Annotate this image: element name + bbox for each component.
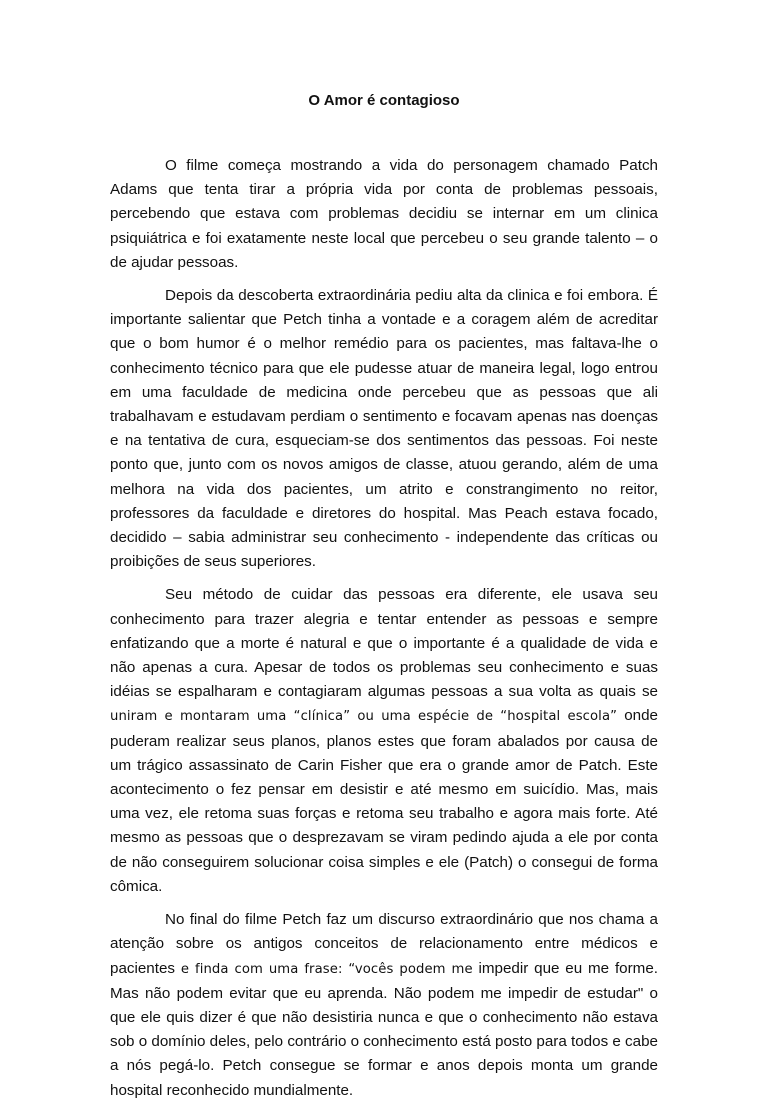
paragraph-3-text-end: onde puderam realizar seus planos, planos estes que foram abalados por causa de um trágico assassinato de Carin Fisher que era o grande amor de Patch. Este acontecimento o fez pensar em desistir e até mesmo em suicídio. Mas, mais uma vez, ele retoma suas forças e retoma seu trabalho e agora mais forte. Até mesmo as pessoas que o desprezavam se viram pedindo ajuda a ele por conta de não conseguirem solucionar coisa simples e ele (Patch) o consegui de forma cômica.	[110, 707, 658, 895]
paragraph-1	[110, 154, 658, 275]
paragraph-4-alt-font-segment: e finda com uma frase: “vocês podem me	[180, 961, 473, 977]
paragraph-2	[110, 284, 658, 574]
paragraph-4	[110, 908, 658, 1103]
paragraph-2-text: Depois da descoberta extraordinária pediu alta da clinica e foi embora. É importante salientar que Petch tinha a vontade e a coragem além de acreditar que o bom humor é o melhor remédio para os pacientes, mas faltava-lhe o conhecimento técnico para que ele pudesse atuar de maneira legal, logo entrou em uma faculdade de medicina onde percebeu que as pessoas que ali trabalhavam e estudavam perdiam o sentimento e focavam apenas nas doenças e na tentativa de cura, esqueciam-se dos sentimentos das pessoas. Foi neste ponto que, junto com os novos amigos de classe, atuou gerando, além de uma melhora na vida dos pacientes, um atrito e constrangimento no reitor, professores da faculdade e diretores do hospital. Mas Peach estava focado, decidido – sabia administrar seu conhecimento - independente das críticas ou proibições de seus superiores.	[110, 287, 658, 571]
paragraph-3-alt-font-segment: uniram e montaram uma “clínica” ou uma espécie de “hospital escola”	[110, 709, 618, 725]
paragraph-4-text-end: impedir que eu me forme. Mas não podem evitar que eu aprenda. Não podem me impedir de estudar" o que ele quis dizer é que não desistiria nunca e que o conhecimento não estava sob o domínio deles, pelo contrário o conhecimento está posto para todos e cabe a nós pegá-lo. Petch consegue se formar e anos depois monta um grande hospital reconhecido mundialmente.	[110, 959, 658, 1099]
document-title: O Amor é contagioso	[308, 92, 460, 109]
document-body	[110, 154, 658, 1112]
paragraph-1-text: O filme começa mostrando a vida do personagem chamado Patch Adams que tenta tirar a própria vida por conta de problemas pessoais, percebendo que estava com problemas decidiu se internar em um clinica psiquiátrica e foi exatamente neste local que percebeu o seu grande talento – o de ajudar pessoas.	[110, 157, 658, 271]
paragraph-3-text-start: Seu método de cuidar das pessoas era diferente, ele usava seu conhecimento para trazer alegria e tentar entender as pessoas e sempre enfatizando que a morte é natural e que o importante é a qualidade de vida e não apenas a cura. Apesar de todos os problemas seu conhecimento e suas idéias se espalharam e contagiaram algumas pessoas a sua volta as quais se	[110, 586, 658, 701]
paragraph-3	[110, 583, 658, 899]
paragraph-4-text-start: No final do filme Petch faz um discurso extraordinário que nos chama a atenção sobre os antigos conceitos de relacionamento entre médicos e pacientes	[110, 911, 658, 977]
